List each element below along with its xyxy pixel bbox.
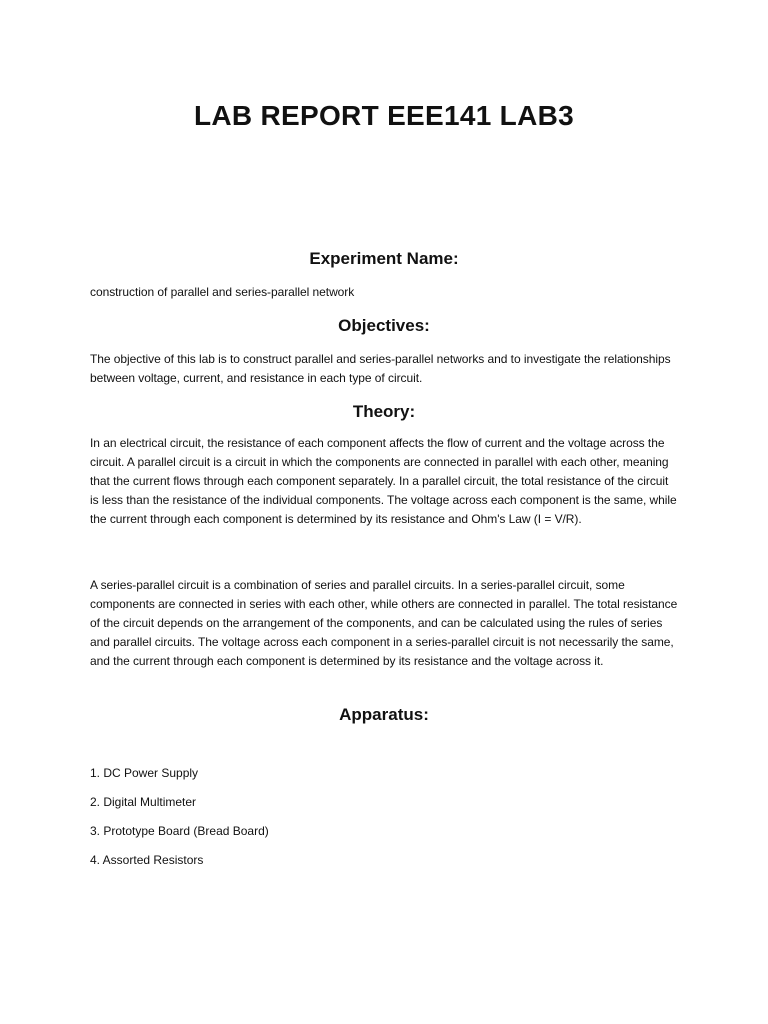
objectives-heading: Objectives: [338,316,430,335]
apparatus-item-digital-multimeter: 2. Digital Multimeter [90,795,197,809]
apparatus-item-assorted-resistors: 4. Assorted Resistors [90,853,204,867]
theory-paragraph-1: In an electrical circuit, the resistance of each component affects the flow of current and the voltage across the circuit. A parallel circuit is a circuit in which the components are connected in parallel with each other, meaning that the current flows through each component separately. In a parallel circuit, the total resistance of the circuit is less than the resistance of the individual components. The voltage across each component is the same, while the current through each component is determined by its resistance and Ohm's Law (I = V/R). [90,436,677,526]
apparatus-heading: Apparatus: [339,705,429,724]
experiment-name-text: construction of parallel and series-parallel network [90,285,355,299]
apparatus-item-prototype-board: 3. Prototype Board (Bread Board) [90,824,269,838]
experiment-name-heading: Experiment Name: [309,249,459,268]
theory-paragraph-2: A series-parallel circuit is a combination of series and parallel circuits. In a series-parallel circuit, some components are connected in series with each other, while others are connected in parallel. The total resistance of the circuit depends on the arrangement of the components, and can be calculated using the rules of series and parallel circuits. The voltage across each component in a series-parallel circuit is not necessarily the same, and the current through each component is determined by its resistance and the voltage across it. [90,578,678,668]
objectives-text: The objective of this lab is to construct parallel and series-parallel networks and to investigate the relationships between voltage, current, and resistance in each type of circuit. [90,352,671,385]
theory-heading: Theory: [352,402,416,421]
report-title: LAB REPORT EEE141 LAB3 [193,100,575,131]
apparatus-item-dc-power-supply: 1. DC Power Supply [90,766,199,780]
